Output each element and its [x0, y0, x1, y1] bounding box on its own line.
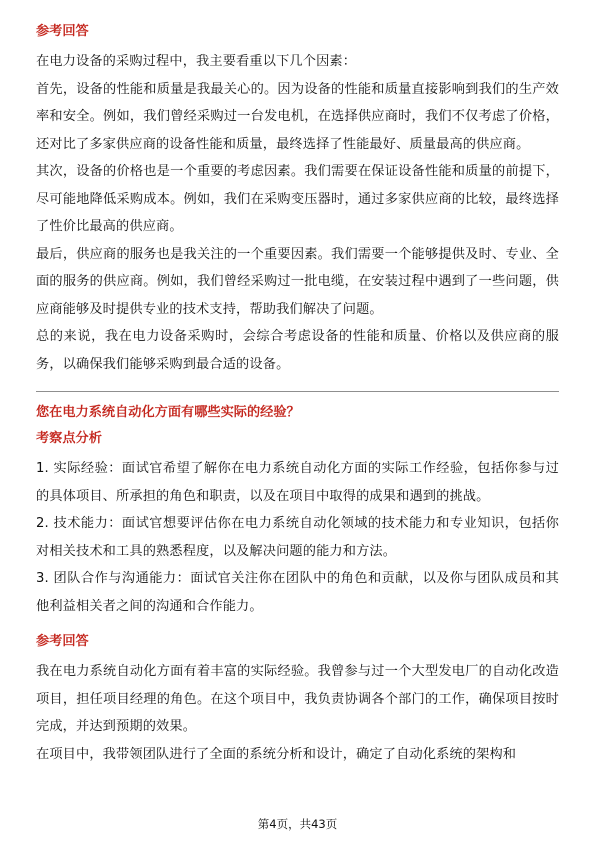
analysis-heading: 考察点分析: [36, 431, 102, 446]
answer-paragraph: 我在电力系统自动化方面有着丰富的实际经验。我曾参与过一个大型发电厂的自动化改造项目，担任项目经理的角色。在这个项目中，我负责协调各个部门的工作，确保项目按时完成，并达到预期的效果。: [36, 664, 559, 734]
analysis-point: 2. 技术能力：面试官想要评估你在电力系统自动化领域的技术能力和专业知识，包括你对相关技术和工具的熟悉程度，以及解决问题的能力和方法。: [36, 516, 559, 559]
question-title: 您在电力系统自动化方面有哪些实际的经验？: [36, 405, 300, 420]
analysis-point: 1. 实际经验：面试官希望了解你在电力系统自动化方面的实际工作经验，包括你参与过的具体项目、所承担的角色和职责，以及在项目中取得的成果和遇到的挑战。: [36, 461, 559, 504]
answer-paragraph: 其次，设备的价格也是一个重要的考虑因素。我们需要在保证设备性能和质量的前提下，尽可能地降低采购成本。例如，我们在采购变压器时，通过多家供应商的比较，最终选择了性价比最高的供应商。: [36, 164, 559, 234]
answer-paragraph: 首先，设备的性能和质量是我最关心的。因为设备的性能和质量直接影响到我们的生产效率和安全。例如，我们曾经采购过一台发电机，在选择供应商时，我们不仅考虑了价格，还对比了多家供应商的设备性能和质量，最终选择了性能最好、质量最高的供应商。: [36, 81, 559, 152]
answer-paragraph: 总的来说，我在电力设备采购时，会综合考虑设备的性能和质量、价格以及供应商的服务，以确保我们能够采购到最合适的设备。: [36, 329, 559, 372]
answer-paragraph: 最后，供应商的服务也是我关注的一个重要因素。我们需要一个能够提供及时、专业、全面的服务的供应商。例如，我们曾经采购过一批电缆，在安装过程中遇到了一些问题，供应商能够及时提供专业的技术支持，帮助我们解决了问题。: [36, 246, 559, 317]
answer-paragraph: 在电力设备的采购过程中，我主要看重以下几个因素：: [36, 54, 357, 69]
document-page: [36, 22, 559, 768]
page-number-footer: 第4页，共43页: [257, 817, 338, 831]
answer-paragraph: 在项目中，我带领团队进行了全面的系统分析和设计，确定了自动化系统的架构和: [36, 746, 517, 762]
analysis-point: 3. 团队合作与沟通能力：面试官关注你在团队中的角色和贡献，以及你与团队成员和其他利益相关者之间的沟通和合作能力。: [36, 571, 559, 614]
answer-heading-1: 参考回答: [36, 24, 89, 39]
section-divider: [36, 391, 559, 392]
answer-heading-2: 参考回答: [36, 634, 89, 649]
